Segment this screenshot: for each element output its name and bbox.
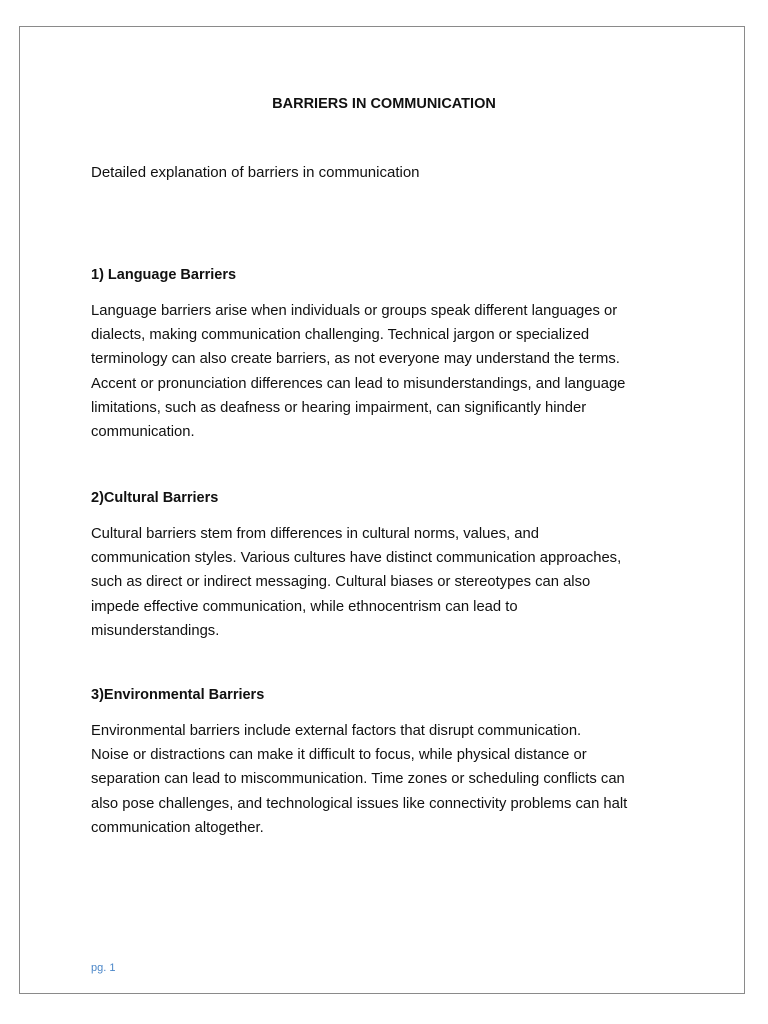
section-cultural-barriers: [91, 488, 691, 643]
section-heading: 2)Cultural Barriers: [91, 490, 219, 506]
section-body: [91, 719, 691, 840]
section-heading: 3)Environmental Barriers: [91, 687, 265, 703]
body-line: also pose challenges, and technological issues like connectivity problems can halt: [91, 795, 628, 812]
body-line: Noise or distractions can make it difficult to focus, while physical distance or: [91, 747, 587, 764]
body-line: communication.: [91, 424, 195, 441]
body-line: Language barriers arise when individuals or groups speak different languages or: [91, 303, 618, 319]
body-line: dialects, making communication challenging. Technical jargon or specialized: [91, 327, 590, 344]
body-line: misunderstandings.: [91, 622, 220, 639]
body-line: Environmental barriers include external factors that disrupt communication.: [91, 723, 582, 739]
document-subtitle: Detailed explanation of barriers in communication: [91, 164, 420, 181]
document-title: BARRIERS IN COMMUNICATION: [272, 96, 496, 112]
page-number: pg. 1: [91, 962, 116, 974]
body-line: Accent or pronunciation differences can lead to misunderstandings, and language: [91, 375, 626, 392]
section-language-barriers: [91, 265, 691, 444]
section-environmental-barriers: [91, 685, 691, 840]
section-body: [91, 299, 691, 444]
section-heading: 1) Language Barriers: [91, 267, 237, 283]
document-page: [19, 26, 745, 994]
body-line: such as direct or indirect messaging. Cultural biases or stereotypes can also: [91, 574, 591, 591]
body-line: communication styles. Various cultures have distinct communication approaches,: [91, 550, 622, 567]
body-line: limitations, such as deafness or hearing impairment, can significantly hinder: [91, 399, 587, 416]
section-body: [91, 522, 691, 643]
body-line: impede effective communication, while ethnocentrism can lead to: [91, 598, 518, 615]
body-line: terminology can also create barriers, as not everyone may understand the terms.: [91, 351, 620, 368]
body-line: communication altogether.: [91, 819, 264, 836]
body-line: separation can lead to miscommunication. Time zones or scheduling conflicts can: [91, 771, 625, 788]
body-line: Cultural barriers stem from differences in cultural norms, values, and: [91, 526, 539, 542]
